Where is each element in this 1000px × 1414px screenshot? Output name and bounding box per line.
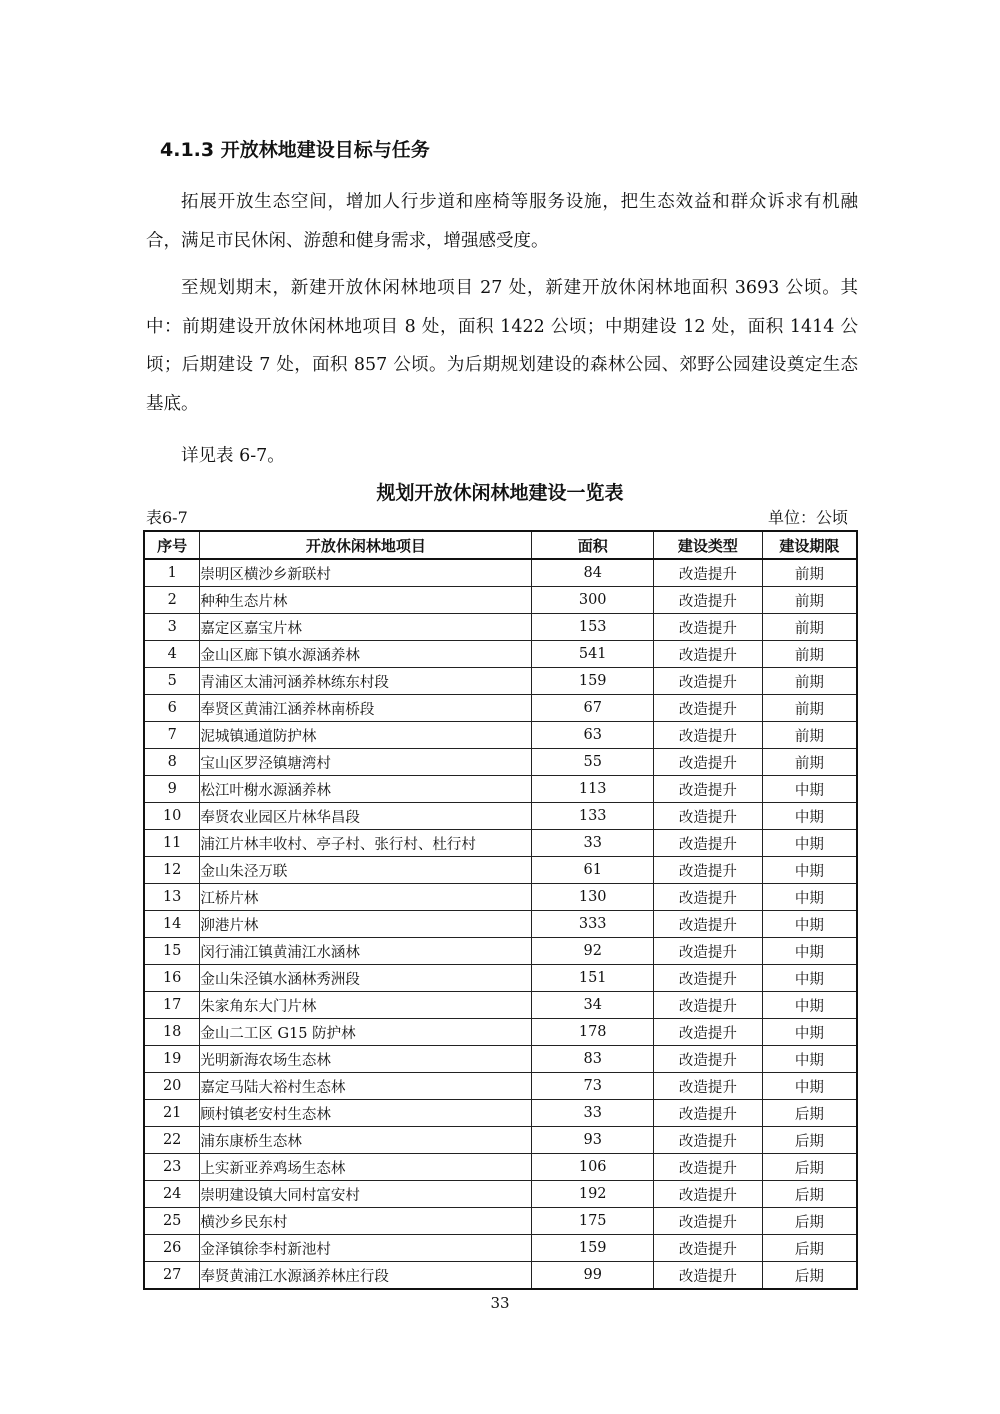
cell-area: 34 bbox=[532, 992, 654, 1019]
cell-area: 153 bbox=[532, 614, 654, 641]
table-header-row bbox=[144, 531, 857, 559]
cell-type: 改造提升 bbox=[654, 641, 763, 668]
table-title: 规划开放休闲林地建设一览表 bbox=[376, 482, 624, 504]
table-row bbox=[144, 965, 857, 992]
forest-land-table bbox=[143, 530, 858, 1290]
cell-index: 15 bbox=[144, 938, 200, 965]
cell-area: 151 bbox=[532, 965, 654, 992]
cell-period: 中期 bbox=[762, 938, 857, 965]
cell-area: 33 bbox=[532, 1100, 654, 1127]
table-row bbox=[144, 1019, 857, 1046]
cell-period: 后期 bbox=[762, 1262, 857, 1290]
cell-area: 106 bbox=[532, 1154, 654, 1181]
cell-area: 33 bbox=[532, 830, 654, 857]
cell-period: 前期 bbox=[762, 722, 857, 749]
paragraph-targets: 至规划期末，新建开放休闲林地项目 27 处，新建开放休闲林地面积 3693 公顷。其中：前期建设开放休闲林地项目 8 处，面积 1422 公顷；中期建设 12 处，面积 1414 公顷；后期建设 7 处，面积 857 公顷。为后期规划建设的森林公园、郊野公园建设奠定生态基底。 bbox=[146, 278, 858, 414]
cell-area: 333 bbox=[532, 911, 654, 938]
table-row bbox=[144, 722, 857, 749]
cell-period: 前期 bbox=[762, 614, 857, 641]
cell-index: 16 bbox=[144, 965, 200, 992]
cell-period: 中期 bbox=[762, 830, 857, 857]
cell-project: 横沙乡民东村 bbox=[200, 1208, 532, 1235]
cell-index: 8 bbox=[144, 749, 200, 776]
table-row bbox=[144, 559, 857, 587]
header-area: 面积 bbox=[532, 531, 654, 559]
cell-area: 300 bbox=[532, 587, 654, 614]
cell-project: 浦江片林丰收村、亭子村、张行村、杜行村 bbox=[200, 830, 532, 857]
cell-type: 改造提升 bbox=[654, 1100, 763, 1127]
cell-project: 嘉定区嘉宝片林 bbox=[200, 614, 532, 641]
paragraph-see-table: 详见表 6-7。 bbox=[181, 446, 285, 466]
cell-type: 改造提升 bbox=[654, 803, 763, 830]
cell-type: 改造提升 bbox=[654, 938, 763, 965]
cell-type: 改造提升 bbox=[654, 911, 763, 938]
cell-project: 光明新海农场生态林 bbox=[200, 1046, 532, 1073]
cell-index: 17 bbox=[144, 992, 200, 1019]
cell-project: 金山朱泾镇水涵林秀洲段 bbox=[200, 965, 532, 992]
cell-index: 12 bbox=[144, 857, 200, 884]
cell-period: 前期 bbox=[762, 668, 857, 695]
cell-project: 金山朱泾万联 bbox=[200, 857, 532, 884]
cell-period: 后期 bbox=[762, 1181, 857, 1208]
cell-project: 嘉定马陆大裕村生态林 bbox=[200, 1073, 532, 1100]
cell-type: 改造提升 bbox=[654, 614, 763, 641]
cell-area: 99 bbox=[532, 1262, 654, 1290]
cell-index: 3 bbox=[144, 614, 200, 641]
cell-area: 61 bbox=[532, 857, 654, 884]
header-period: 建设期限 bbox=[762, 531, 857, 559]
cell-index: 2 bbox=[144, 587, 200, 614]
cell-index: 18 bbox=[144, 1019, 200, 1046]
cell-project: 金山区廊下镇水源涵养林 bbox=[200, 641, 532, 668]
cell-index: 27 bbox=[144, 1262, 200, 1290]
cell-type: 改造提升 bbox=[654, 1073, 763, 1100]
cell-index: 10 bbox=[144, 803, 200, 830]
cell-project: 崇明区横沙乡新联村 bbox=[200, 559, 532, 587]
table-row bbox=[144, 587, 857, 614]
cell-index: 13 bbox=[144, 884, 200, 911]
cell-project: 崇明建设镇大同村富安村 bbox=[200, 1181, 532, 1208]
cell-area: 175 bbox=[532, 1208, 654, 1235]
table-row bbox=[144, 911, 857, 938]
cell-index: 22 bbox=[144, 1127, 200, 1154]
cell-project: 泥城镇通道防护林 bbox=[200, 722, 532, 749]
cell-index: 7 bbox=[144, 722, 200, 749]
table-row bbox=[144, 1100, 857, 1127]
unit-label: 单位：公顷 bbox=[767, 508, 848, 527]
table-row bbox=[144, 938, 857, 965]
cell-project: 青浦区太浦河涵养林练东村段 bbox=[200, 668, 532, 695]
cell-area: 192 bbox=[532, 1181, 654, 1208]
cell-type: 改造提升 bbox=[654, 1046, 763, 1073]
header-project: 开放休闲林地项目 bbox=[200, 531, 532, 559]
cell-type: 改造提升 bbox=[654, 695, 763, 722]
cell-index: 25 bbox=[144, 1208, 200, 1235]
cell-type: 改造提升 bbox=[654, 1208, 763, 1235]
cell-period: 前期 bbox=[762, 695, 857, 722]
header-type: 建设类型 bbox=[654, 531, 763, 559]
cell-index: 26 bbox=[144, 1235, 200, 1262]
cell-project: 奉贤区黄浦江涵养林南桥段 bbox=[200, 695, 532, 722]
cell-project: 松江叶榭水源涵养林 bbox=[200, 776, 532, 803]
cell-index: 24 bbox=[144, 1181, 200, 1208]
cell-period: 中期 bbox=[762, 1019, 857, 1046]
cell-type: 改造提升 bbox=[654, 587, 763, 614]
cell-type: 改造提升 bbox=[654, 749, 763, 776]
table-row bbox=[144, 803, 857, 830]
cell-area: 63 bbox=[532, 722, 654, 749]
cell-period: 后期 bbox=[762, 1127, 857, 1154]
cell-project: 宝山区罗泾镇塘湾村 bbox=[200, 749, 532, 776]
cell-type: 改造提升 bbox=[654, 722, 763, 749]
cell-type: 改造提升 bbox=[654, 857, 763, 884]
table-row bbox=[144, 1154, 857, 1181]
cell-area: 130 bbox=[532, 884, 654, 911]
cell-period: 中期 bbox=[762, 1073, 857, 1100]
cell-index: 1 bbox=[144, 559, 200, 587]
table-label: 表6-7 bbox=[146, 508, 188, 527]
table-row bbox=[144, 1235, 857, 1262]
cell-type: 改造提升 bbox=[654, 776, 763, 803]
cell-area: 93 bbox=[532, 1127, 654, 1154]
table-row bbox=[144, 1181, 857, 1208]
table-row bbox=[144, 668, 857, 695]
table-row bbox=[144, 1046, 857, 1073]
cell-area: 159 bbox=[532, 668, 654, 695]
cell-period: 中期 bbox=[762, 803, 857, 830]
cell-period: 中期 bbox=[762, 965, 857, 992]
section-heading: 4.1.3 开放林地建设目标与任务 bbox=[160, 139, 430, 161]
cell-index: 20 bbox=[144, 1073, 200, 1100]
cell-period: 后期 bbox=[762, 1208, 857, 1235]
cell-period: 中期 bbox=[762, 884, 857, 911]
cell-period: 中期 bbox=[762, 992, 857, 1019]
cell-period: 中期 bbox=[762, 857, 857, 884]
cell-type: 改造提升 bbox=[654, 668, 763, 695]
cell-period: 前期 bbox=[762, 559, 857, 587]
cell-period: 前期 bbox=[762, 749, 857, 776]
cell-project: 浦东康桥生态林 bbox=[200, 1127, 532, 1154]
cell-area: 55 bbox=[532, 749, 654, 776]
cell-period: 中期 bbox=[762, 1046, 857, 1073]
cell-period: 后期 bbox=[762, 1100, 857, 1127]
cell-type: 改造提升 bbox=[654, 1154, 763, 1181]
header-index: 序号 bbox=[144, 531, 200, 559]
cell-project: 泖港片林 bbox=[200, 911, 532, 938]
cell-area: 133 bbox=[532, 803, 654, 830]
cell-area: 92 bbox=[532, 938, 654, 965]
cell-period: 后期 bbox=[762, 1235, 857, 1262]
cell-index: 5 bbox=[144, 668, 200, 695]
cell-index: 19 bbox=[144, 1046, 200, 1073]
cell-period: 前期 bbox=[762, 587, 857, 614]
cell-index: 14 bbox=[144, 911, 200, 938]
cell-type: 改造提升 bbox=[654, 1019, 763, 1046]
cell-project: 顾村镇老安村生态林 bbox=[200, 1100, 532, 1127]
cell-project: 金山二工区 G15 防护林 bbox=[200, 1019, 532, 1046]
cell-type: 改造提升 bbox=[654, 830, 763, 857]
table-row bbox=[144, 641, 857, 668]
cell-period: 中期 bbox=[762, 911, 857, 938]
table-row bbox=[144, 776, 857, 803]
cell-project: 江桥片林 bbox=[200, 884, 532, 911]
table-row bbox=[144, 857, 857, 884]
cell-type: 改造提升 bbox=[654, 1262, 763, 1290]
cell-period: 后期 bbox=[762, 1154, 857, 1181]
cell-project: 种种生态片林 bbox=[200, 587, 532, 614]
cell-project: 奉贤农业园区片林华昌段 bbox=[200, 803, 532, 830]
cell-area: 541 bbox=[532, 641, 654, 668]
cell-project: 上实新亚养鸡场生态林 bbox=[200, 1154, 532, 1181]
table-row bbox=[144, 1262, 857, 1290]
cell-area: 83 bbox=[532, 1046, 654, 1073]
cell-type: 改造提升 bbox=[654, 1235, 763, 1262]
page-number: 33 bbox=[490, 1294, 510, 1312]
cell-type: 改造提升 bbox=[654, 1181, 763, 1208]
cell-area: 84 bbox=[532, 559, 654, 587]
cell-type: 改造提升 bbox=[654, 1127, 763, 1154]
cell-period: 前期 bbox=[762, 641, 857, 668]
table-row bbox=[144, 1073, 857, 1100]
cell-area: 73 bbox=[532, 1073, 654, 1100]
cell-project: 朱家角东大门片林 bbox=[200, 992, 532, 1019]
cell-type: 改造提升 bbox=[654, 884, 763, 911]
cell-area: 113 bbox=[532, 776, 654, 803]
cell-index: 11 bbox=[144, 830, 200, 857]
cell-area: 178 bbox=[532, 1019, 654, 1046]
table-row bbox=[144, 830, 857, 857]
table-row bbox=[144, 1208, 857, 1235]
table-row bbox=[144, 884, 857, 911]
table-row bbox=[144, 614, 857, 641]
cell-index: 21 bbox=[144, 1100, 200, 1127]
table-row bbox=[144, 1127, 857, 1154]
paragraph-intro: 拓展开放生态空间，增加人行步道和座椅等服务设施，把生态效益和群众诉求有机融合，满足市民休闲、游憩和健身需求，增强感受度。 bbox=[146, 192, 858, 251]
cell-type: 改造提升 bbox=[654, 559, 763, 587]
cell-index: 4 bbox=[144, 641, 200, 668]
cell-type: 改造提升 bbox=[654, 965, 763, 992]
table-row bbox=[144, 695, 857, 722]
cell-index: 6 bbox=[144, 695, 200, 722]
cell-area: 159 bbox=[532, 1235, 654, 1262]
cell-project: 闵行浦江镇黄浦江水涵林 bbox=[200, 938, 532, 965]
cell-type: 改造提升 bbox=[654, 992, 763, 1019]
table-row bbox=[144, 749, 857, 776]
cell-project: 金泽镇徐李村新池村 bbox=[200, 1235, 532, 1262]
cell-period: 中期 bbox=[762, 776, 857, 803]
cell-area: 67 bbox=[532, 695, 654, 722]
cell-project: 奉贤黄浦江水源涵养林庄行段 bbox=[200, 1262, 532, 1290]
cell-index: 23 bbox=[144, 1154, 200, 1181]
cell-index: 9 bbox=[144, 776, 200, 803]
table-row bbox=[144, 992, 857, 1019]
